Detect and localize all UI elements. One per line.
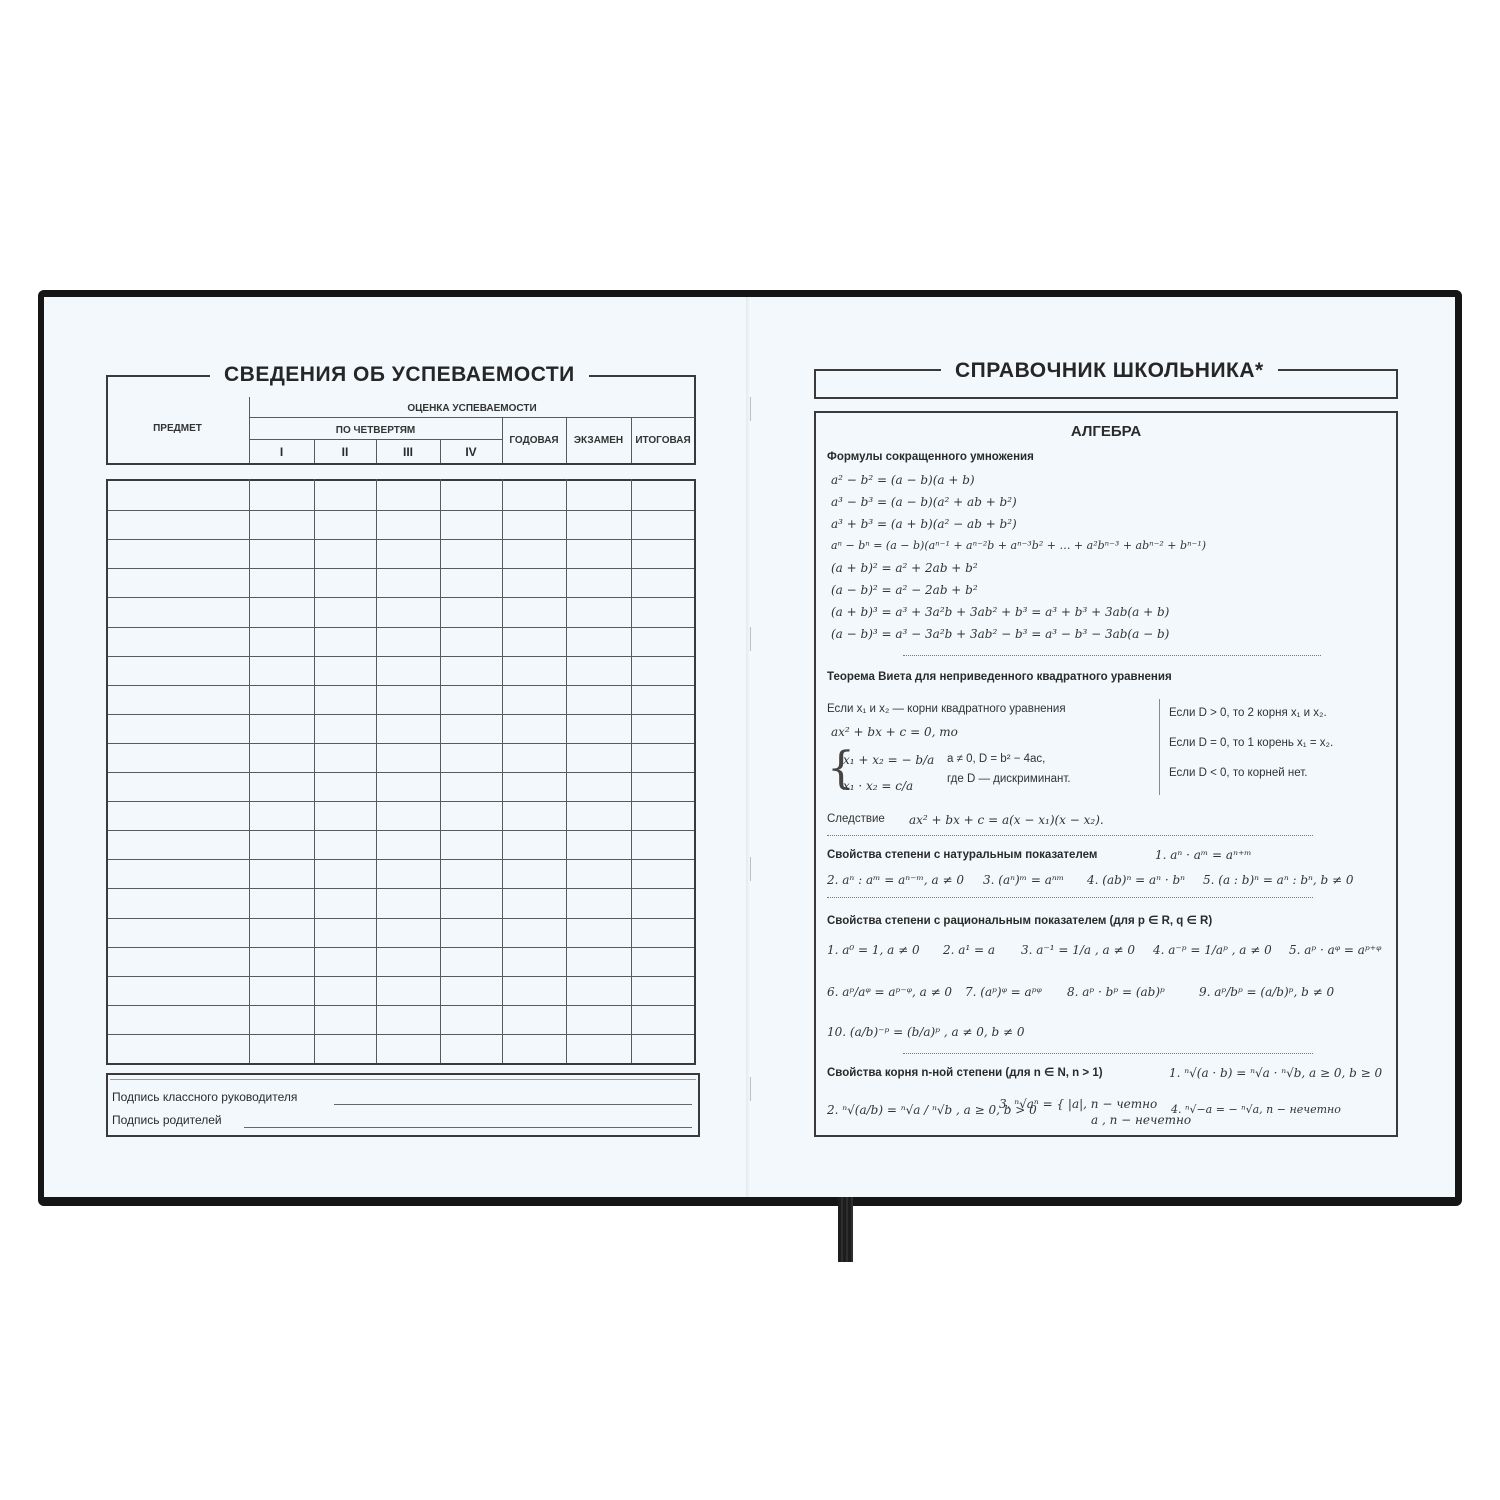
quarters-header: ПО ЧЕТВЕРТЯМ [335, 425, 416, 436]
right-page [751, 297, 1455, 1197]
teacher-signature-label: Подпись классного руководителя [112, 1090, 298, 1104]
vieta-cond1: a ≠ 0, D = b² − 4ac, [947, 753, 1046, 765]
parents-signature-label: Подпись родителей [112, 1113, 222, 1127]
table-row[interactable] [108, 627, 694, 628]
rational-prop-10: 10. (a/b)⁻ᵖ = (b/a)ᵖ , a ≠ 0, b ≠ 0 [827, 1025, 1025, 1039]
final-header: ИТОГОВАЯ [635, 435, 691, 446]
left-page [44, 297, 751, 1197]
vieta-heading: Теорема Виета для неприведенного квадратного уравнения [827, 671, 1172, 683]
vieta-sum: x₁ + x₂ = − b/a [843, 753, 935, 767]
annual-header: ГОДОВАЯ [509, 435, 559, 446]
quarter-3: III [402, 445, 413, 459]
corollary-formula: ax² + bx + c = a(x − x₁)(x − x₂). [909, 813, 1104, 827]
vieta-case2: Если D = 0, то 1 корень x₁ = x₂. [1169, 737, 1334, 749]
table-row[interactable] [108, 656, 694, 657]
rational-powers-heading: Свойства степени с рациональным показателем (для p ∈ R, q ∈ R) [827, 915, 1213, 927]
formula: (a − b)² = a² − 2ab + b² [831, 583, 978, 597]
quarter-2: II [341, 445, 349, 459]
table-row[interactable] [108, 539, 694, 540]
table-row[interactable] [108, 801, 694, 802]
table-row[interactable] [108, 597, 694, 598]
rational-prop-4: 4. a⁻ᵖ = 1/aᵖ , a ≠ 0 [1153, 943, 1272, 957]
root-prop-3b: a , n − нечетно [1091, 1113, 1192, 1127]
formula: aⁿ − bⁿ = (a − b)(aⁿ⁻¹ + aⁿ⁻²b + aⁿ⁻³b² + … + a²bⁿ⁻³ + abⁿ⁻² + bⁿ⁻¹) [831, 539, 1207, 552]
separator [903, 1053, 1313, 1054]
table-row[interactable] [108, 976, 694, 977]
signature-box-top [106, 1073, 700, 1075]
power-prop-3: 3. (aⁿ)ᵐ = aⁿᵐ [983, 873, 1065, 887]
content-frame-top [814, 411, 1398, 413]
rational-prop-7: 7. (aᵖ)ᵠ = aᵖᵠ [965, 985, 1042, 999]
header-frame-right [694, 375, 696, 465]
abbrev-heading: Формулы сокращенного умножения [827, 451, 1034, 463]
formula: a³ − b³ = (a − b)(a² + ab + b²) [831, 495, 1017, 509]
rational-prop-5: 5. aᵖ · aᵠ = aᵖ⁺ᵠ [1289, 943, 1382, 957]
rational-prop-9: 9. aᵖ/bᵖ = (a/b)ᵖ, b ≠ 0 [1199, 985, 1335, 999]
subject-header: ПРЕДМЕТ [153, 423, 202, 434]
header-frame-bottom [106, 463, 696, 465]
table-row[interactable] [108, 830, 694, 831]
table-row[interactable] [108, 888, 694, 889]
power-prop-5: 5. (a : b)ⁿ = aⁿ : bⁿ, b ≠ 0 [1203, 873, 1354, 887]
root-prop-1: 1. ⁿ√(a · b) = ⁿ√a · ⁿ√b, a ≥ 0, b ≥ 0 [1169, 1066, 1383, 1080]
parents-signature-field[interactable] [244, 1127, 692, 1128]
exam-header: ЭКЗАМЕН [573, 435, 624, 446]
table-row[interactable] [108, 743, 694, 744]
rational-prop-6: 6. aᵖ/aᵠ = aᵖ⁻ᵠ, a ≠ 0 [827, 985, 953, 999]
table-row[interactable] [108, 568, 694, 569]
bookmark-ribbon[interactable] [838, 1190, 853, 1262]
table-row[interactable] [108, 1005, 694, 1006]
root-prop-3: 3. ⁿ√aⁿ = { |a|, n − четно [999, 1097, 1158, 1111]
formula: (a + b)² = a² + 2ab + b² [831, 561, 978, 575]
vieta-case1: Если D > 0, то 2 корня x₁ и x₂. [1169, 707, 1327, 719]
natural-powers-heading: Свойства степени с натуральным показателем [827, 849, 1098, 861]
table-row[interactable] [108, 685, 694, 686]
power-prop-1: 1. aⁿ · aᵐ = aⁿ⁺ᵐ [1155, 848, 1252, 862]
header-frame-left [106, 375, 108, 465]
rational-prop-3: 3. a⁻¹ = 1/a , a ≠ 0 [1021, 943, 1135, 957]
table-row[interactable] [108, 714, 694, 715]
power-prop-2: 2. aⁿ : aᵐ = aⁿ⁻ᵐ, a ≠ 0 [827, 873, 964, 887]
table-row[interactable] [108, 772, 694, 773]
quarter-4: IV [465, 445, 477, 459]
rational-prop-2: 2. a¹ = a [943, 943, 996, 957]
formula: a³ + b³ = (a + b)(a² − ab + b²) [831, 517, 1017, 531]
algebra-heading: АЛГЕБРА [1070, 423, 1142, 440]
vieta-line2: ax² + bx + c = 0, то [831, 725, 958, 739]
power-prop-4: 4. (ab)ⁿ = aⁿ · bⁿ [1087, 873, 1186, 887]
table-row[interactable] [108, 1034, 694, 1035]
table-row[interactable] [108, 859, 694, 860]
root-prop-4: 4. ⁿ√−a = − ⁿ√a, n − нечетно [1171, 1103, 1341, 1116]
reference-title: СПРАВОЧНИК ШКОЛЬНИКА* [941, 359, 1278, 383]
corollary-label: Следствие [827, 813, 885, 825]
vieta-case3: Если D < 0, то корней нет. [1169, 767, 1308, 779]
roots-heading: Свойства корня n-ной степени (для n ∈ N, n > 1) [827, 1067, 1103, 1079]
vieta-cond2: где D — дискриминант. [947, 773, 1071, 785]
table-row[interactable] [108, 918, 694, 919]
quarter-1: I [279, 445, 284, 459]
grades-header: ОЦЕНКА УСПЕВАЕМОСТИ [407, 403, 537, 414]
table-row[interactable] [108, 510, 694, 511]
vieta-line1: Если x₁ и x₂ — корни квадратного уравнения [827, 703, 1066, 715]
vieta-product: x₁ · x₂ = c/a [843, 779, 914, 793]
table-row[interactable] [108, 947, 694, 948]
system-brace: { [827, 743, 855, 794]
rational-prop-8: 8. aᵖ · bᵖ = (ab)ᵖ [1067, 985, 1165, 999]
rational-prop-1: 1. a⁰ = 1, a ≠ 0 [827, 943, 920, 957]
separator [903, 655, 1321, 656]
vieta-divider [1159, 699, 1160, 795]
formula: (a − b)³ = a³ − 3a²b + 3ab² − b³ = a³ − b³ − 3ab(a − b) [831, 627, 1170, 641]
separator [827, 835, 1313, 836]
formula: (a + b)³ = a³ + 3a²b + 3ab² + b³ = a³ + b³ + 3ab(a + b) [831, 605, 1170, 619]
page-title: СВЕДЕНИЯ ОБ УСПЕВАЕМОСТИ [210, 363, 589, 387]
separator [827, 897, 1313, 898]
root-prop-2: 2. ⁿ√(a/b) = ⁿ√a / ⁿ√b , a ≥ 0, b > 0 [827, 1103, 1037, 1117]
formula: a² − b² = (a − b)(a + b) [831, 473, 975, 487]
teacher-signature-field[interactable] [334, 1104, 692, 1105]
